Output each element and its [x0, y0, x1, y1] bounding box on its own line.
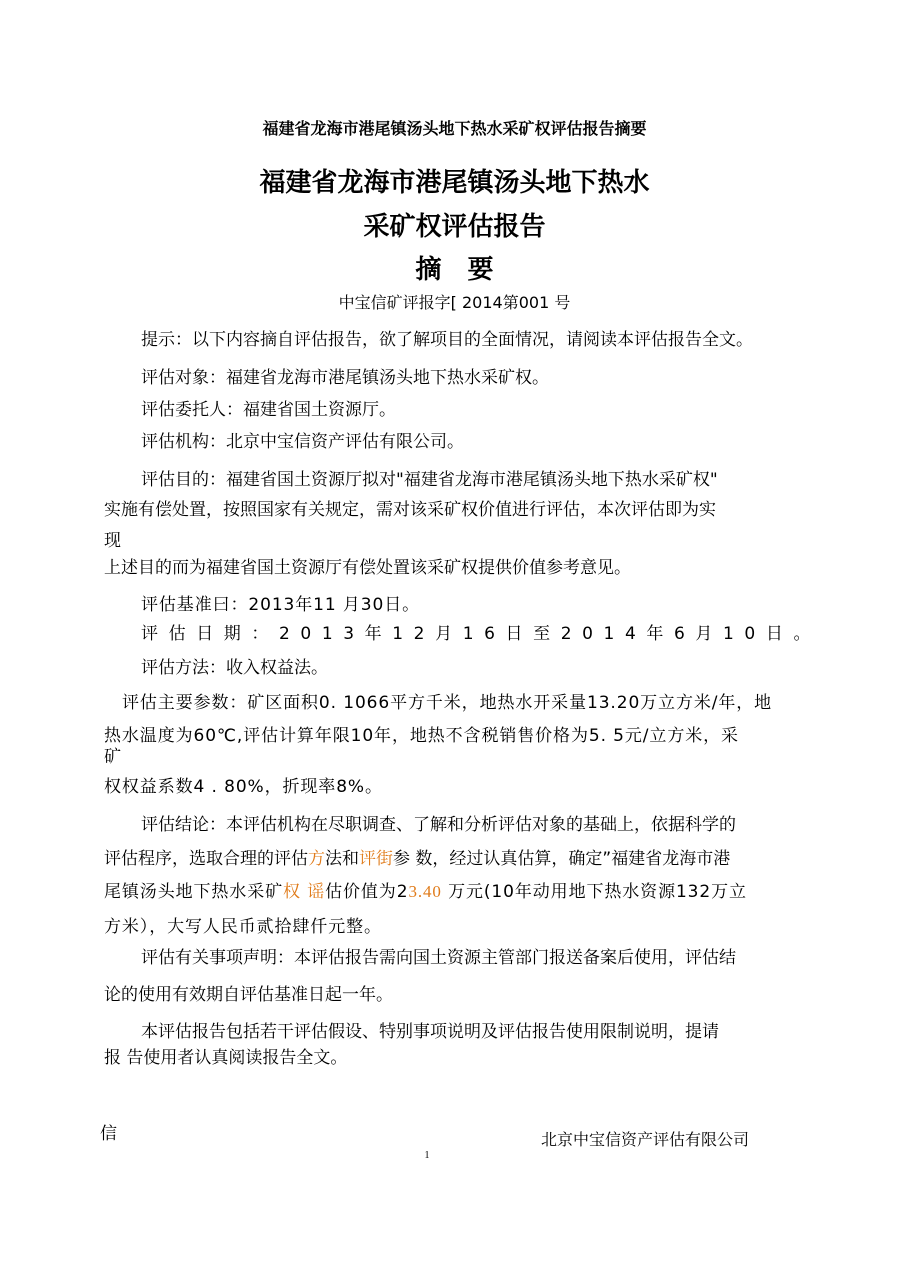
conclusion-line4: 方米），大写人民币贰拾肆仟元整。 — [104, 917, 382, 937]
purpose-line1: 评估目的：福建省国土资源厅拟对"福建省龙海市港尾镇汤头地下热水采矿权" — [141, 470, 718, 490]
purpose-line3: 现 — [104, 531, 121, 551]
closing-line2: 报 告使用者认真阅读报告全文。 — [104, 1048, 348, 1068]
params-line4: 权权益系数4 . 80%，折现率8%。 — [104, 777, 383, 797]
conclusion-line2-part6: ，经过认真估算，确定”福建省龙海市港 — [432, 849, 731, 869]
conclusion-line3 — [104, 882, 747, 902]
params-line3: 矿 — [104, 747, 121, 767]
params-line1: 评估主要参数：矿区面积0. 1066平方千米，地热水开采量13.20万立方米/年，地 — [122, 693, 773, 713]
notice-text: 提示：以下内容摘自评估报告，欲了解项目的全面情况，请阅读本评估报告全文。 — [141, 330, 753, 350]
evaluation-agency: 评估机构：北京中宝信资产评估有限公司。 — [141, 432, 464, 452]
evaluation-client: 评估委托人：福建省国土资源厅。 — [141, 400, 396, 420]
evaluation-period: 评估日期：2013年12月16日至2014年6月10日。 — [141, 624, 822, 644]
summary-heading: 摘 要 — [415, 255, 494, 285]
evaluation-object: 评估对象：福建省龙海市港尾镇汤头地下热水采矿权。 — [141, 368, 549, 388]
report-number: 中宝信矿评报字[ 2014第001 号 — [338, 293, 571, 312]
conclusion-highlight-pingjie: 评街 — [359, 849, 393, 869]
conclusion-highlight-quan: 权 谣 — [283, 882, 326, 902]
params-line2: 热水温度为60℃,评估计算年限10年，地热不含税销售价格为5. 5元/立方米，采 — [104, 726, 739, 746]
main-title-line1: 福建省龙海市港尾镇汤头地下热水 — [259, 168, 650, 198]
conclusion-line3-part5: 万元(10年动用地下热水资源132万立 — [441, 882, 747, 902]
conclusion-line2 — [104, 849, 730, 869]
page-number: 1 — [424, 1150, 430, 1161]
header-title: 福建省龙海市港尾镇汤头地下热水采矿权评估报告摘要 — [262, 119, 647, 138]
conclusion-line2-part5: 参 数 — [393, 849, 433, 869]
purpose-line4: 上述目的而为福建省国土资源厅有偿处置该采矿权提供价值参考意见。 — [104, 558, 631, 578]
purpose-line2: 实施有偿处置，按照国家有关规定，需对该采矿权价值进行评估，本次评估即为实 — [104, 500, 716, 520]
base-date: 评估基准曰：2013年11 月30日。 — [141, 595, 421, 615]
conclusion-line3-part3: 估价值为2 — [325, 882, 409, 902]
conclusion-line2-part3: 法和 — [325, 849, 359, 869]
conclusion-highlight-fang: 方 — [308, 849, 325, 869]
closing-line1: 本评估报告包括若干评估假设、特别事项说明及评估报告使用限制说明，提请 — [141, 1022, 719, 1042]
footer-company: 北京中宝信资产评估有限公司 — [541, 1130, 750, 1149]
evaluation-method: 评估方法：收入权益法。 — [141, 658, 328, 678]
statement-line1: 评估有关事项声明：本评估报告需向国土资源主管部门报送备案后使用，评估结 — [141, 948, 736, 968]
conclusion-line2-part1: 评估程序，选取合理的评估 — [104, 849, 308, 869]
conclusion-highlight-value: 3.40 — [408, 882, 442, 901]
main-title-line2: 采矿权评估报告 — [363, 212, 546, 242]
conclusion-line1: 评估结论：本评估机构在尽职调查、了解和分析评估对象的基础上，依据科学的 — [141, 815, 736, 835]
footer-left-mark: 信 — [100, 1124, 117, 1144]
statement-line2: 论的使用有效期自评估基准日起一年。 — [104, 985, 393, 1005]
conclusion-line3-part1: 尾镇汤头地下热水采矿 — [104, 882, 283, 902]
